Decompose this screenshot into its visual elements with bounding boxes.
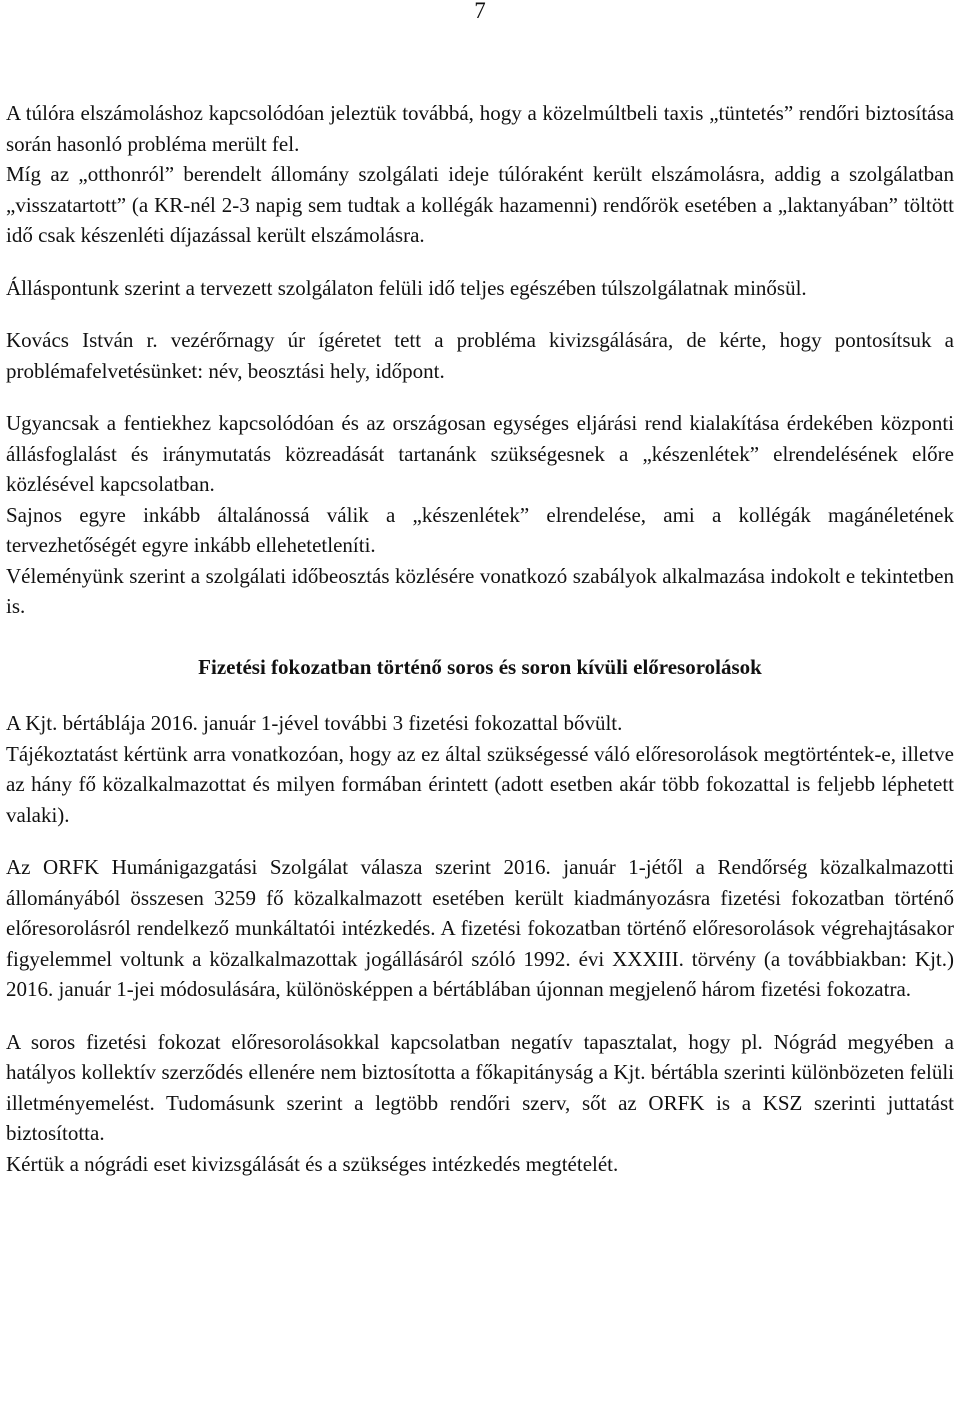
paragraph-overtime-accounting: Míg az „otthonról” berendelt állomány szolgálati ideje túlóraként került elszámolásra, addig a szolgálatban „visszatartott” (a KR-nél 2-3 napig sem tudtak a kollégák hazamenni) rendőrök esetében a „laktanyában” töltött idő csak készenléti díjazással került elszámolásra. bbox=[6, 162, 954, 247]
paragraph-kjt-salary-table: A Kjt. bértáblája 2016. január 1-jével további 3 fizetési fokozattal bővült. bbox=[6, 711, 623, 735]
paragraph-kovacs-promise: Kovács István r. vezérőrnagy úr ígéretet tett a probléma kivizsgálására, de kérte, hogy pontosítsuk a problémafelvetésünket: név, beosztási hely, időpont. bbox=[6, 328, 954, 383]
paragraph-information-request: Tájékoztatást kértünk arra vonatkozóan, hogy az ez által szükségessé váló előresorolások megtörténtek-e, illetve az hány fő közalkalmazottat és milyen formában érintett (adott esetben akár több fokozattal is feljebb léphetett valaki). bbox=[6, 741, 954, 827]
paragraph-orfk-response: Az ORFK Humánigazgatási Szolgálat válasza szerint 2016. január 1-jétől a Rendőrség közalkalmazotti állományából összesen 3259 fő közalkalmazott esetében került kiadmányozásra fizetési fokozatban történő előresorolásról rendelkező munkáltatói intézkedés. A fizetési fokozatban történő előresorolások végrehajtásakor figyelemmel voltunk a közalkalmazottak jogállásáról szóló 1992. évi XXXIII. törvény (a továbbiakban: Kjt.) 2016. január 1-jei módosulására, különösképpen a bértáblában újonnan megjelenő három fizetési fokozatra. bbox=[6, 855, 954, 1001]
paragraph-position: Álláspontunk szerint a tervezett szolgálaton felüli idő teljes egészében túlszolgálatnak minősül. bbox=[6, 275, 807, 300]
paragraph-opinion: Véleményünk szerint a szolgálati időbeosztás közlésére vonatkozó szabályok alkalmazása indokolt e tekintetben is. bbox=[6, 563, 954, 618]
page-number: 7 bbox=[474, 0, 486, 23]
document-body bbox=[6, 98, 954, 1179]
paragraph-nograd-issue: A soros fizetési fokozat előresorolásokkal kapcsolatban negatív tapasztalat, hogy pl. Nógrád megyében a hatályos kollektív szerződés ellenére nem biztosította a főkapitányság a Kjt. bértábla szerinti különbözeten felüli illetményemelést. Tudomásunk szerint a legtöbb rendőri szerv, sőt az ORFK is a KSZ szerinti juttatást biztosította. bbox=[6, 1029, 954, 1145]
paragraph-uniform-procedure: Ugyancsak a fentiekhez kapcsolódóan és az országosan egységes eljárási rend kialakítása érdekében központi állásfoglalást és iránymutatás közreadását tartanánk szükségesnek a „készenlétek” elrendelésének előre közlésével kapcsolatban. bbox=[6, 411, 954, 496]
section-heading: Fizetési fokozatban történő soros és soron kívüli előresorolások bbox=[198, 654, 762, 679]
paragraph-taxi-protest: A túlóra elszámoláshoz kapcsolódóan jeleztük továbbá, hogy a közelmúltbeli taxis „tüntetés” rendőri biztosítása során hasonló probléma merült fel. bbox=[6, 101, 954, 156]
paragraph-standby-orders: Sajnos egyre inkább általánossá válik a „készenlétek” elrendelése, ami a kollégák magánéletének tervezhetőségét egyre inkább ellehetetleníti. bbox=[6, 502, 954, 557]
paragraph-investigation-request: Kértük a nógrádi eset kivizsgálását és a szükséges intézkedés megtételét. bbox=[6, 1151, 619, 1176]
